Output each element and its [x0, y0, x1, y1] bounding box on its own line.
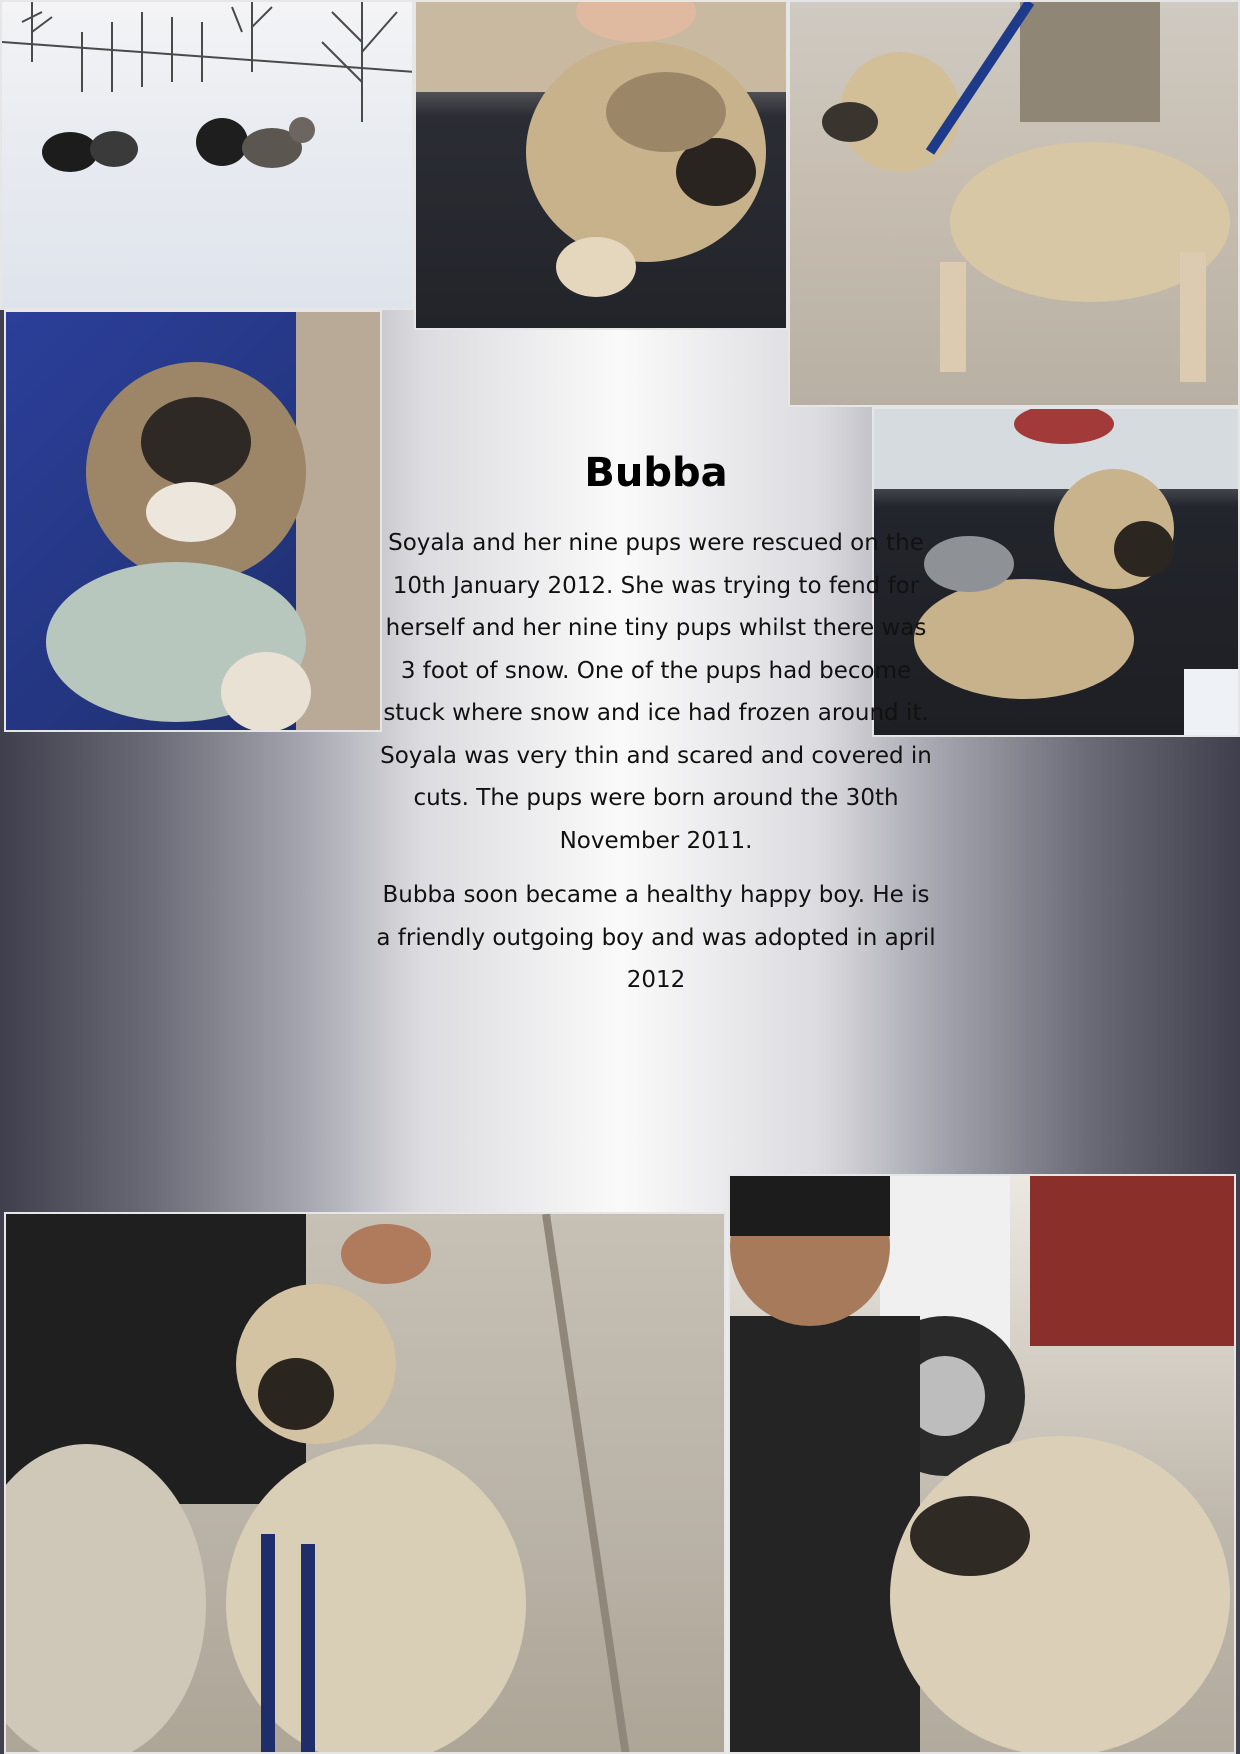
photo-pup-sitting — [4, 1212, 726, 1754]
page-title: Bubba — [584, 450, 728, 496]
photo-snow-pups — [0, 0, 414, 310]
photo-pup-with-man — [728, 1174, 1236, 1754]
photo-pup-on-lead — [788, 0, 1240, 407]
photo-pup-on-blue-blanket — [4, 310, 382, 732]
story-text-block — [376, 450, 936, 1014]
photo-pup-held-1 — [414, 0, 788, 330]
story-paragraph-1: Soyala and her nine pups were rescued on the 10th January 2012. She was trying to fend for herself and her nine tiny pups whilst there was 3 foot of snow. One of the pups had become stuck where snow and ice had frozen around it. Soyala was very thin and scared and covered in cuts. The pups were born around the 30th November 2011. — [380, 530, 932, 854]
story-paragraph-2: Bubba soon became a healthy happy boy. He is a friendly outgoing boy and was adopted in april 2012 — [376, 882, 936, 993]
